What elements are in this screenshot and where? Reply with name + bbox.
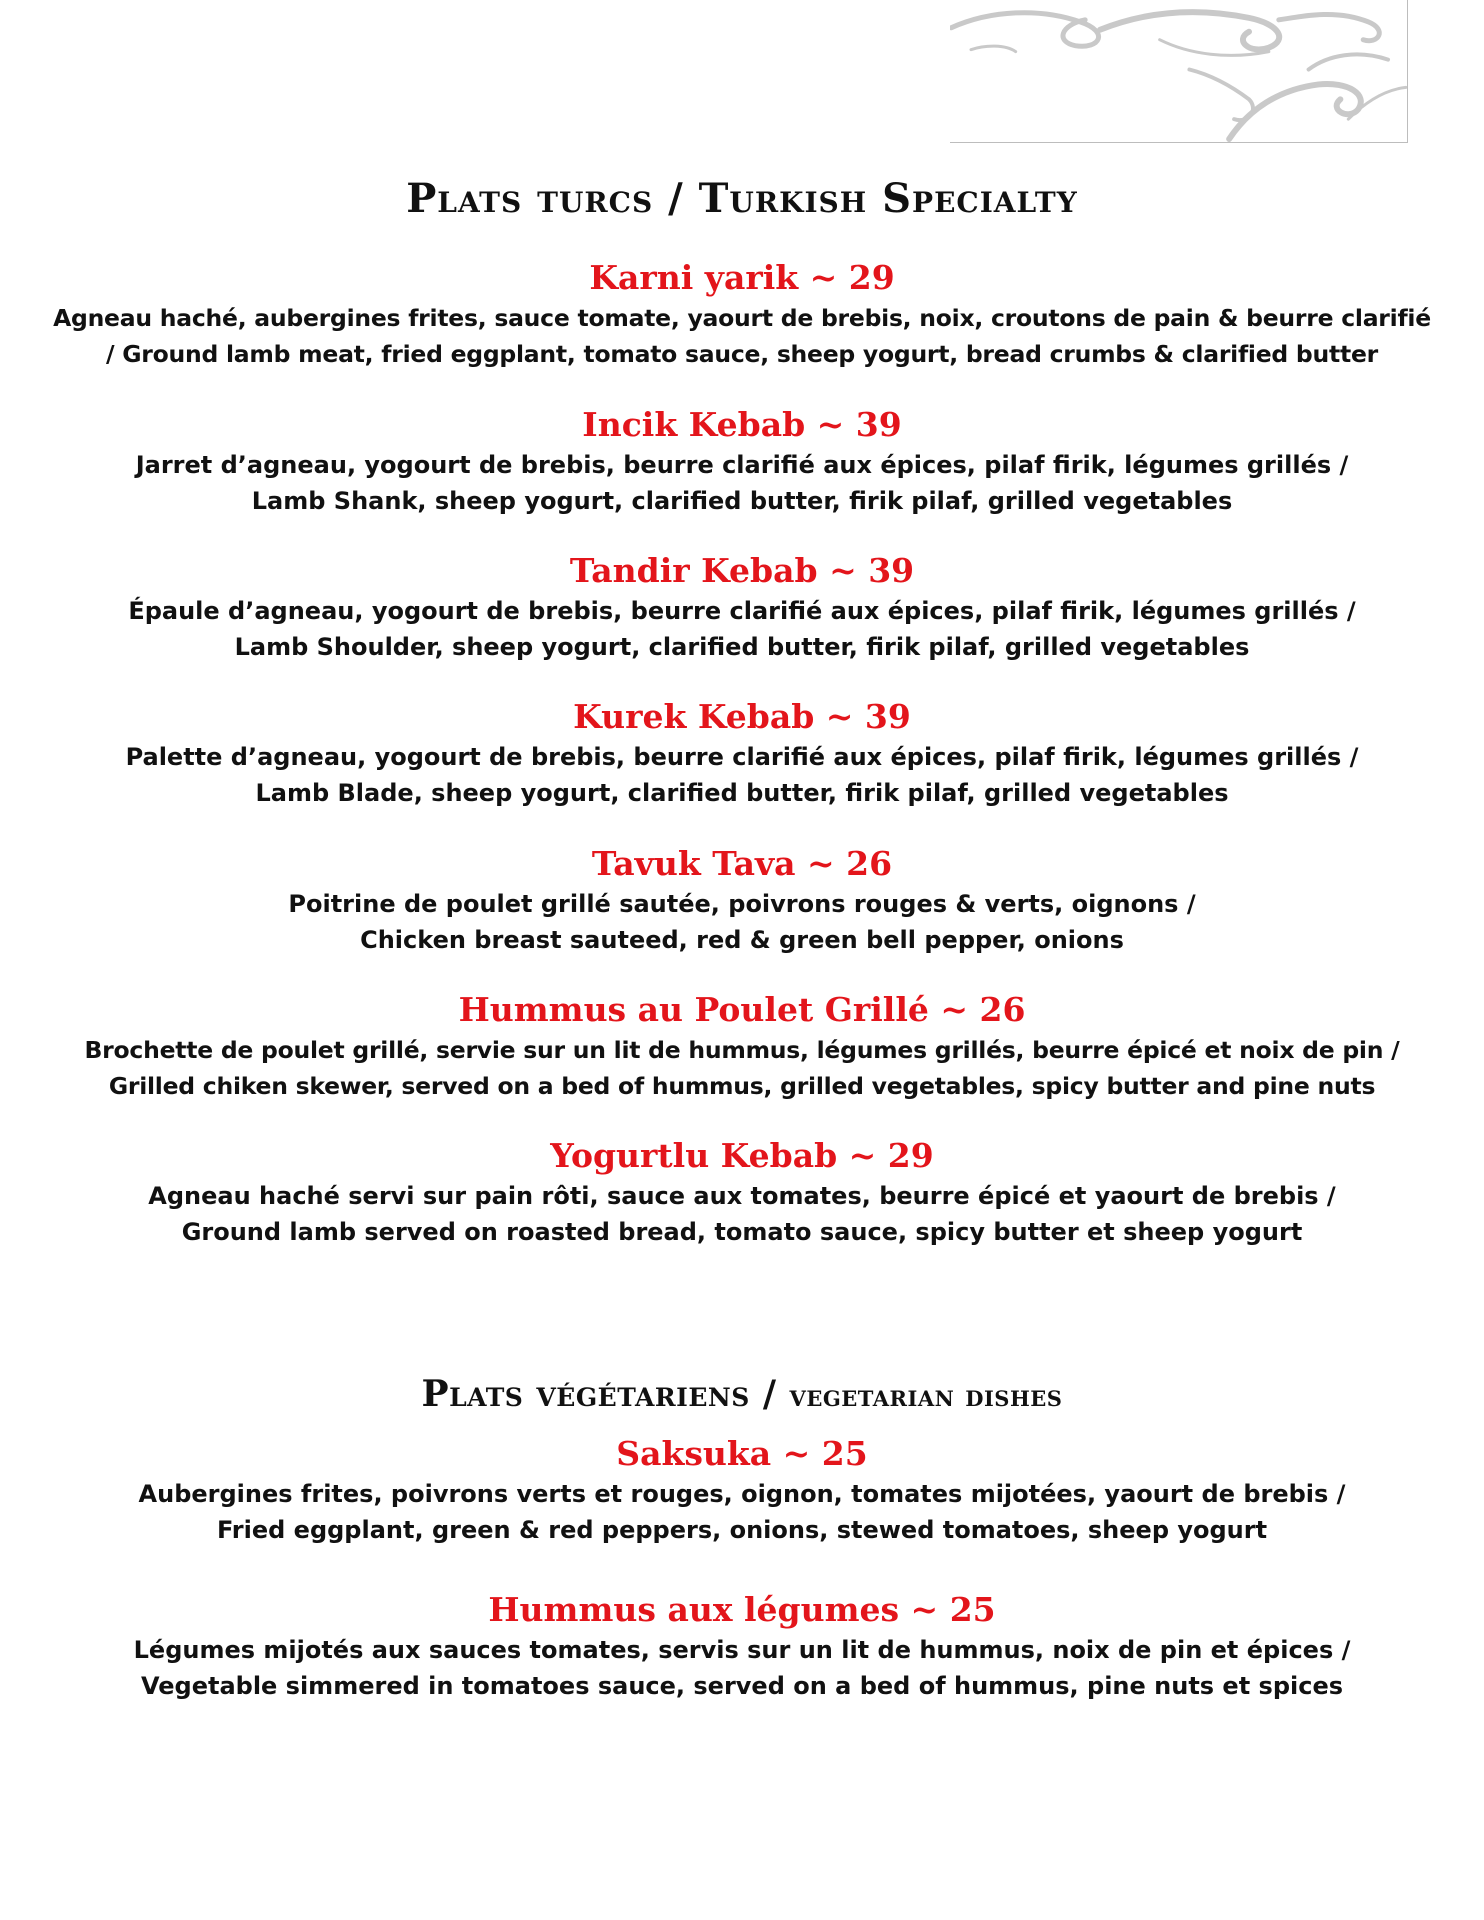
dish-description: [0, 886, 1484, 958]
section-title-turkish: Plats turcs / Turkish Specialty: [406, 175, 1078, 222]
dish-description: [0, 739, 1484, 811]
flourish-ornament-svg: [950, 0, 1407, 142]
dish-item: [0, 1134, 1484, 1250]
section-title-vegetarian: [0, 1373, 1484, 1415]
dish-name: Hummus aux légumes ~ 25: [488, 1590, 996, 1629]
dish-item: [0, 1588, 1484, 1704]
dish-description-en: Chicken breast sauteed, red & green bell pepper, onions: [360, 926, 1124, 954]
dish-item: [0, 403, 1484, 519]
dish-name: Karni yarik ~ 29: [589, 258, 895, 297]
dish-item: [0, 549, 1484, 665]
dish-item: [0, 988, 1484, 1104]
dish-description: [0, 593, 1484, 665]
dish-name: Yogurtlu Kebab ~ 29: [550, 1136, 934, 1175]
dish-name: Tavuk Tava ~ 26: [591, 844, 893, 883]
dish-description-en: Ground lamb served on roasted bread, tomato sauce, spicy butter et sheep yogurt: [181, 1218, 1303, 1246]
dish-description-fr: Légumes mijotés aux sauces tomates, servis sur un lit de hummus, noix de pin et épices /: [133, 1636, 1351, 1664]
dish-description: [0, 1476, 1484, 1548]
dish-item: [0, 1432, 1484, 1548]
section-title-sub: vegetarian dishes: [789, 1379, 1063, 1414]
dish-description: [0, 447, 1484, 519]
dish-name: Hummus au Poulet Grillé ~ 26: [458, 990, 1026, 1029]
dish-description: [0, 1178, 1484, 1250]
dish-name: Incik Kebab ~ 39: [582, 405, 902, 444]
dish-description-fr: Agneau haché servi sur pain rôti, sauce aux tomates, beurre épicé et yaourt de brebis /: [148, 1182, 1336, 1210]
dish-description-fr: Aubergines frites, poivrons verts et rouges, oignon, tomates mijotées, yaourt de brebis /: [138, 1480, 1346, 1508]
dish-description: [0, 1632, 1484, 1704]
dish-description: [0, 1032, 1484, 1104]
dish-description-en: / Ground lamb meat, fried eggplant, tomato sauce, sheep yogurt, bread crumbs & clarified butter: [106, 340, 1378, 368]
dish-name: Tandir Kebab ~ 39: [569, 551, 915, 590]
flourish-ornament-icon: [950, 0, 1408, 143]
dish-description-en: Vegetable simmered in tomatoes sauce, served on a bed of hummus, pine nuts et spices: [140, 1672, 1344, 1700]
dish-item: [0, 695, 1484, 811]
dish-description-en: Lamb Shank, sheep yogurt, clarified butter, firik pilaf, grilled vegetables: [251, 487, 1233, 515]
dish-description-fr: Palette d’agneau, yogourt de brebis, beurre clarifié aux épices, pilaf firik, légumes grillés /: [125, 743, 1359, 771]
dish-description-fr: Épaule d’agneau, yogourt de brebis, beurre clarifié aux épices, pilaf firik, légumes grillés /: [128, 597, 1356, 625]
dish-name: Saksuka ~ 25: [616, 1434, 868, 1473]
dish-item: [0, 256, 1484, 372]
section-title-main: Plats végétariens /: [421, 1373, 790, 1415]
dish-name: Kurek Kebab ~ 39: [573, 697, 911, 736]
dish-description: [0, 300, 1484, 372]
dish-description-en: Lamb Shoulder, sheep yogurt, clarified butter, firik pilaf, grilled vegetables: [234, 633, 1250, 661]
dish-description-en: Fried eggplant, green & red peppers, onions, stewed tomatoes, sheep yogurt: [216, 1516, 1268, 1544]
dish-description-fr: Brochette de poulet grillé, servie sur un lit de hummus, légumes grillés, beurre épicé et noix de pin /: [84, 1036, 1400, 1064]
dish-description-fr: Agneau haché, aubergines frites, sauce tomate, yaourt de brebis, noix, croutons de pain & beurre clarifié: [53, 304, 1431, 332]
dish-description-en: Lamb Blade, sheep yogurt, clarified butter, firik pilaf, grilled vegetables: [255, 779, 1229, 807]
dish-item: [0, 842, 1484, 958]
dish-description-fr: Jarret d’agneau, yogourt de brebis, beurre clarifié aux épices, pilaf firik, légumes grillés /: [135, 451, 1349, 479]
dish-description-en: Grilled chiken skewer, served on a bed of hummus, grilled vegetables, spicy butter and pine nuts: [108, 1072, 1376, 1100]
dish-description-fr: Poitrine de poulet grillé sautée, poivrons rouges & verts, oignons /: [288, 890, 1196, 918]
